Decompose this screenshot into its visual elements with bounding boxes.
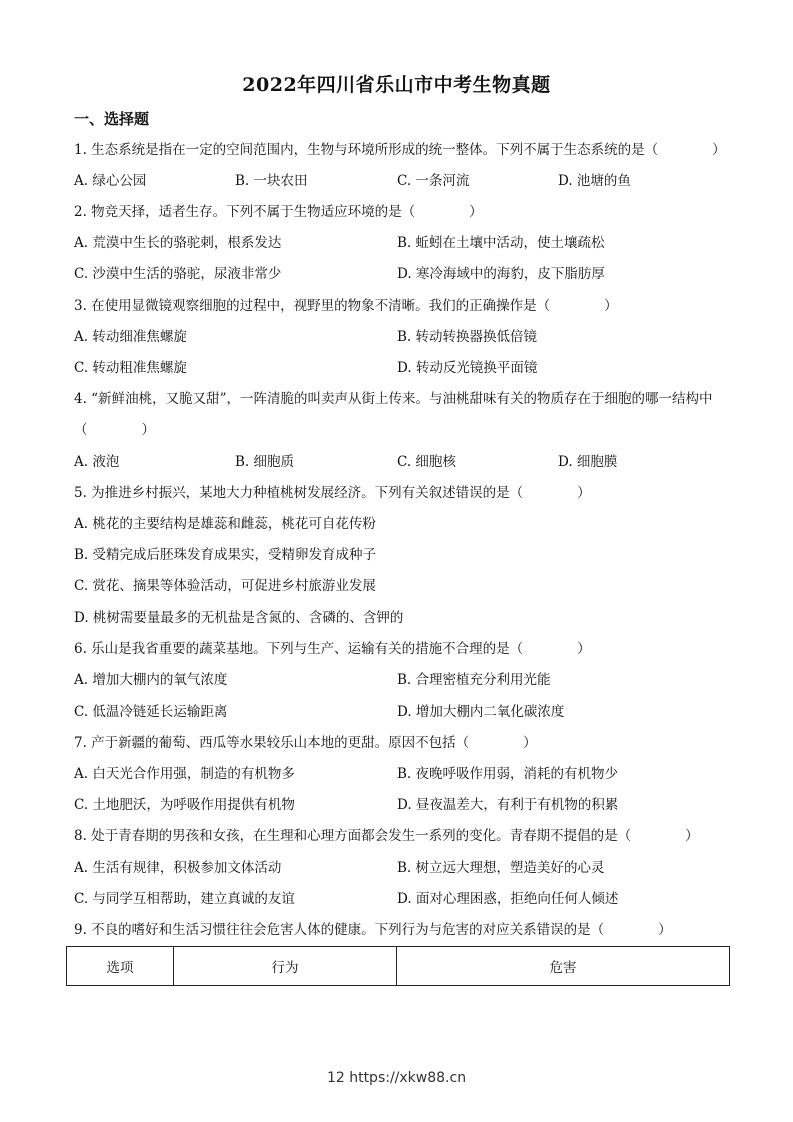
- q1-option-a: A. 绿心公园: [74, 173, 147, 189]
- q3-option-b: B. 转动转换器换低倍镜: [397, 329, 538, 345]
- q3-option-a: A. 转动细准焦螺旋: [74, 329, 187, 345]
- section-heading: 一、选择题: [74, 110, 150, 128]
- table-header-row: [67, 947, 730, 986]
- q6-option-d: D. 增加大棚内二氧化碳浓度: [397, 704, 565, 720]
- question-1-stem: 1. 生态系统是指在一定的空间范围内，生物与环境所形成的统一整体。下列不属于生态系统的是（ ）: [74, 142, 726, 158]
- question-7-stem: 7. 产于新疆的葡萄、西瓜等水果较乐山本地的更甜。原因不包括（ ）: [74, 735, 537, 751]
- table-header-harm: 危害: [397, 947, 730, 986]
- q1-option-b: B. 一块农田: [235, 173, 308, 189]
- table-header-option: 选项: [67, 947, 174, 986]
- q6-option-b: B. 合理密植充分利用光能: [397, 672, 551, 688]
- question-5-stem: 5. 为推进乡村振兴，某地大力种植桃树发展经济。下列有关叙述错误的是（ ）: [74, 485, 591, 501]
- question-2-stem: 2. 物竞天择，适者生存。下列不属于生物适应环境的是（ ）: [74, 204, 483, 220]
- question-9-table: [66, 946, 730, 986]
- question-3-stem: 3. 在使用显微镜观察细胞的过程中，视野里的物象不清晰。我们的正确操作是（ ）: [74, 298, 618, 314]
- q7-option-d: D. 昼夜温差大，有利于有机物的积累: [397, 797, 619, 813]
- question-4-stem-cont: （ ）: [74, 422, 155, 438]
- q5-option-d: D. 桃树需要量最多的无机盐是含氮的、含磷的、含钾的: [74, 610, 404, 626]
- question-4-stem: 4. “新鲜油桃，又脆又甜”，一阵清脆的叫卖声从街上传来。与油桃甜味有关的物质存在于细胞的哪一结构中: [74, 391, 713, 407]
- q7-option-c: C. 土地肥沃，为呼吸作用提供有机物: [74, 797, 295, 813]
- question-8-stem: 8. 处于青春期的男孩和女孩，在生理和心理方面都会发生一系列的变化。青春期不提倡的是（ ）: [74, 828, 699, 844]
- q3-option-d: D. 转动反光镜换平面镜: [397, 360, 538, 376]
- q6-option-a: A. 增加大棚内的氧气浓度: [74, 672, 228, 688]
- q1-option-c: C. 一条河流: [397, 173, 470, 189]
- q1-option-d: D. 池塘的鱼: [558, 173, 631, 189]
- q2-option-d: D. 寒冷海域中的海豹，皮下脂肪厚: [397, 266, 605, 282]
- q5-option-c: C. 赏花、摘果等体验活动，可促进乡村旅游业发展: [74, 578, 376, 594]
- q8-option-a: A. 生活有规律，积极参加文体活动: [74, 860, 282, 876]
- q4-option-a: A. 液泡: [74, 454, 120, 470]
- q8-option-c: C. 与同学互相帮助，建立真诚的友谊: [74, 891, 295, 907]
- q2-option-c: C. 沙漠中生活的骆驼，尿液非常少: [74, 266, 282, 282]
- q3-option-c: C. 转动粗准焦螺旋: [74, 360, 187, 376]
- table-header-behavior: 行为: [174, 947, 397, 986]
- q5-option-a: A. 桃花的主要结构是雄蕊和雌蕊，桃花可自花传粉: [74, 516, 376, 532]
- q2-option-b: B. 蚯蚓在土壤中活动，使土壤疏松: [397, 235, 605, 251]
- q2-option-a: A. 荒漠中生长的骆驼刺，根系发达: [74, 235, 282, 251]
- q4-option-b: B. 细胞质: [235, 454, 295, 470]
- question-9-stem: 9. 不良的嗜好和生活习惯往往会危害人体的健康。下列行为与危害的对应关系错误的是（ ）: [74, 922, 672, 938]
- page-title: 2022年四川省乐山市中考生物真题: [242, 74, 551, 96]
- q7-option-a: A. 白天光合作用强，制造的有机物多: [74, 766, 295, 782]
- q4-option-c: C. 细胞核: [397, 454, 456, 470]
- question-6-stem: 6. 乐山是我省重要的蔬菜基地。下列与生产、运输有关的措施不合理的是（ ）: [74, 641, 591, 657]
- q8-option-d: D. 面对心理困惑，拒绝向任何人倾述: [397, 891, 619, 907]
- q8-option-b: B. 树立远大理想，塑造美好的心灵: [397, 860, 605, 876]
- q5-option-b: B. 受精完成后胚珠发育成果实，受精卵发育成种子: [74, 547, 377, 563]
- page-footer: 12 https://xkw88.cn: [326, 1070, 467, 1086]
- q4-option-d: D. 细胞膜: [558, 454, 618, 470]
- q7-option-b: B. 夜晚呼吸作用弱，消耗的有机物少: [397, 766, 619, 782]
- q6-option-c: C. 低温冷链延长运输距离: [74, 704, 228, 720]
